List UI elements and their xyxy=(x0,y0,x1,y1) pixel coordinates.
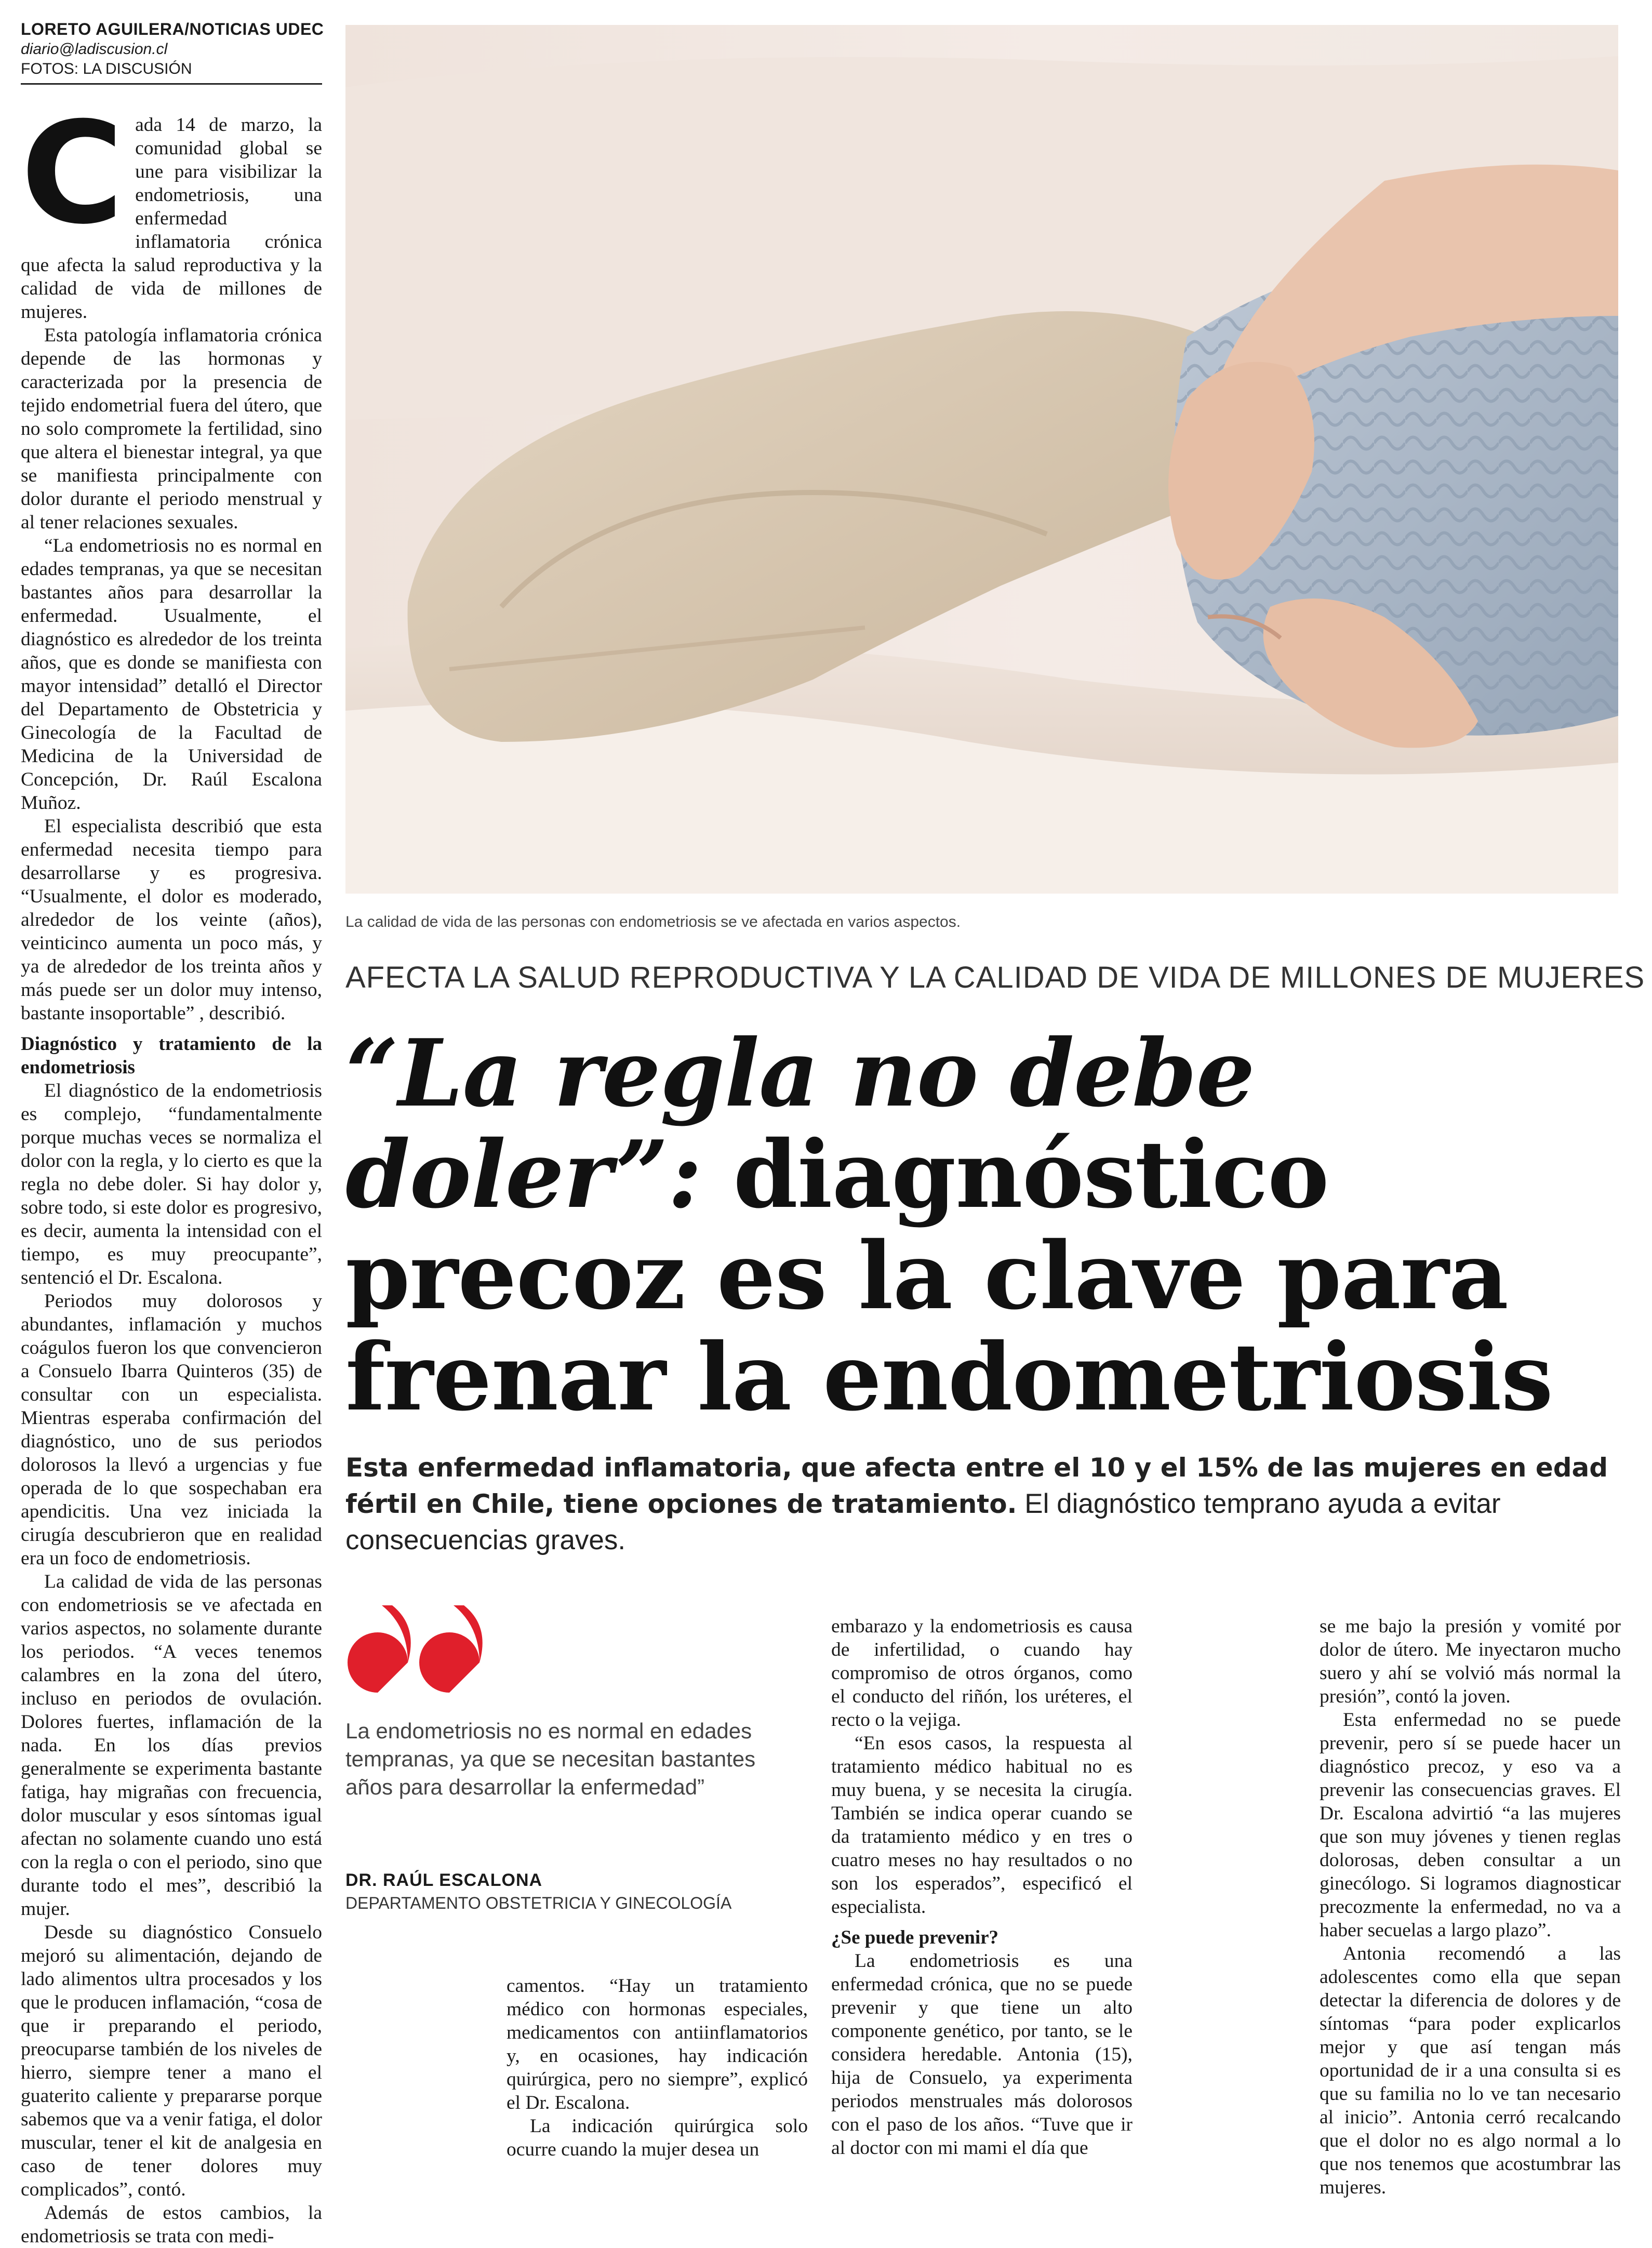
deck-bold: Esta enfermedad inflamatoria, que afecta entre el 10 y el 15% de las mujeres en edad fértil en Chile, tiene opciones de tratamiento. xyxy=(345,1453,1608,1519)
woman-lying-on-sofa-illustration xyxy=(345,25,1618,894)
paragraph: Periodos muy dolorosos y abundantes, inflamación y muchos coágulos fueron los que convencieron a Consuelo Ibarra Quinteros (35) de consultar con un especialista. Mientras esperaba confirmación del diagnóstico, uno de sus periodos dolorosos la llevó a urgencias y fue operada de lo que sospechaban era apendicitis. Una vez iniciada la cirugía descubrieron que en realidad era un foco de endometriosis. xyxy=(21,1291,322,1569)
article-column-4 xyxy=(1320,1615,1621,2199)
deck xyxy=(345,1449,1623,1559)
paragraph: La endometriosis es una enfermedad crónica, que no se puede prevenir y que tiene un alto componente genético, por tanto, se le considera heredable. Antonia (15), hija de Consuelo, ya experimenta periodos menstruales más dolorosos con el paso de los años. “Tuve que ir al doctor con mi mami el día que xyxy=(831,1950,1133,2159)
paragraph: “La endometriosis no es normal en edades tempranas, ya que se necesitan bastantes años para desarrollar la enfermedad. Usualmente, el diagnóstico es alrededor de los treinta años, que es donde se manifiesta con mayor intensidad” detalló el Director del Departamento de Obstetricia y Ginecología de la Facultad de Medicina de la Universidad de Concepción, Dr. Raúl Escalona Muñoz. xyxy=(21,535,322,814)
byline-photo-credit: FOTOS: LA DISCUSIÓN xyxy=(21,60,192,77)
pullquote-text: La endometriosis no es normal en edades tempranas, ya que se necesitan bastantes años para desarrollar la enfermedad” xyxy=(345,1719,756,1799)
article-column-1 xyxy=(21,91,322,2248)
lead-paragraph: Cada 14 de marzo, la comunidad global se une para visibilizar la endometriosis, una enfermedad inflamatoria crónica que afecta la salud reproductiva y la calidad de vida de millones de mujeres. xyxy=(21,91,322,323)
article-column-3 xyxy=(831,1615,1133,2160)
byline xyxy=(21,19,338,79)
paragraph: Antonia recomendó a las adolescentes como ella que sepan detectar la diferencia de dolores y de síntomas “para poder explicarlos mejor y que así tengan más oportunidad de ir a una consulta si es que su familia no lo ve tan necesario al inicio”. Antonia cerró recalcando que el dolor no es algo normal a lo que nos tenemos que acostumbrar las mujeres. xyxy=(1320,1943,1621,2198)
byline-divider xyxy=(21,83,322,85)
headline xyxy=(345,1019,1634,1431)
photo-caption: La calidad de vida de las personas con endometriosis se ve afectada en varios aspectos. xyxy=(345,913,961,930)
paragraph: Además de estos cambios, la endometriosis se trata con medi- xyxy=(21,2202,322,2247)
paragraph: camentos. “Hay un tratamiento médico con hormonas especiales, medicamentos con antiinflamatorios y, en ocasiones, hay indicación quirúrgica, pero no siempre”, explicó el Dr. Escalona. xyxy=(507,1975,808,2113)
dropcap: C xyxy=(21,91,124,255)
deck-regular: El diagnóstico temprano ayuda a evitar consecuencias graves. xyxy=(345,1488,1501,1555)
paragraph: Desde su diagnóstico Consuelo mejoró su alimentación, dejando de lado alimentos ultra procesados y los que le producen inflamación, “cosa de que ir preparando el periodo, preocuparse también de los niveles de hierro, siempre tener a mano el guaterito caliente y prepararse porque sabemos que va a venir fatiga, el dolor muscular, tener el kit de analgesia en caso de tener dolores muy complicados”, contó. xyxy=(21,1922,322,2200)
paragraph: se me bajo la presión y vomité por dolor de útero. Me inyectaron mucho suero y ahí se volvió más normal la presión”, contó la joven. xyxy=(1320,1616,1621,1707)
paragraph: El diagnóstico de la endometriosis es complejo, “fundamentalmente porque muchas veces se normaliza el dolor con la regla, y lo cierto es que la regla no debe doler. Si hay dolor y, sobre todo, si este dolor es progresivo, es decir, aumenta la intensidad con el tiempo, es muy preocupante”, sentenció el Dr. Escalona. xyxy=(21,1080,322,1288)
paragraph: El especialista describió que esta enfermedad necesita tiempo para desarrollarse y es progresiva. “Usualmente, el dolor es moderado, alrededor de los veinte (años), veinticinco aumenta un poco más, y ya de alrededor de los treinta años y más puede ser un dolor muy intenso, bastante insoportable” , describió. xyxy=(21,816,322,1024)
paragraph: La indicación quirúrgica solo ocurre cuando la mujer desea un xyxy=(507,2116,808,2160)
quote-mark-icon xyxy=(345,1605,486,1694)
headline-quote: “La regla no debe doler”: xyxy=(345,1019,1255,1229)
subhead-prevenir: ¿Se puede prevenir? xyxy=(831,1927,999,1948)
article-photo xyxy=(345,25,1618,894)
headline-rest: diagnóstico precoz es la clave para frenar la endometriosis xyxy=(345,1120,1553,1431)
paragraph: La calidad de vida de las personas con endometriosis se ve afectada en varios aspectos, no solamente durante los periodos. “A veces tenemos calambres en la zona del útero, incluso en periodos de ovulación. Dolores fuertes, inflamación de la nada. En los días previos generalmente se experimenta bastante fatiga, hay migrañas con frecuencia, dolor muscular y esos síntomas igual afectan no solamente cuando uno está con la regla o con el periodo, sino que durante todo el mes”, describió la mujer. xyxy=(21,1571,322,1920)
pullquote-role: DEPARTAMENTO OBSTETRICIA Y GINECOLOGÍA xyxy=(345,1894,732,1912)
byline-author: LORETO AGUILERA/NOTICIAS UDEC xyxy=(21,20,324,38)
paragraph: Esta enfermedad no se puede prevenir, pero sí se puede hacer un diagnóstico precoz, y eso va a prevenir las consecuencias graves. El Dr. Escalona advirtió “a las mujeres que son muy jóvenes y tienen reglas dolorosas, deben consultar a un ginecólogo. Si logramos diagnosticar precozmente la enfermedad, no va a haber secuelas a largo plazo”. xyxy=(1320,1709,1621,1941)
kicker: AFECTA LA SALUD REPRODUCTIVA Y LA CALIDAD DE VIDA DE MILLONES DE MUJERES xyxy=(345,961,1645,994)
paragraph: embarazo y la endometriosis es causa de infertilidad, o cuando hay compromiso de otros órganos, como el conducto del riñón, los uréteres, el recto o la vejiga. xyxy=(831,1616,1133,1731)
paragraph: Esta patología inflamatoria crónica depende de las hormonas y caracterizada por la presencia de tejido endometrial fuera del útero, que no solo compromete la fertilidad, sino que altera el bienestar integral, ya que se manifiesta principalmente con dolor durante el periodo menstrual y al tener relaciones sexuales. xyxy=(21,325,322,533)
byline-email[interactable]: diario@ladiscusion.cl xyxy=(21,41,168,58)
article-column-2 xyxy=(507,1974,808,2161)
pullquote-name: DR. RAÚL ESCALONA xyxy=(345,1870,543,1890)
paragraph: “En esos casos, la respuesta al tratamiento médico habitual no es muy buena, y se necesita la cirugía. También se indica operar cuando se da tratamiento médico y en tres o cuatro meses no hay resultados o no son los esperados”, especificó el especialista. xyxy=(831,1733,1133,1918)
subhead-diagnostico: Diagnóstico y tratamiento de la endometriosis xyxy=(21,1033,322,1078)
